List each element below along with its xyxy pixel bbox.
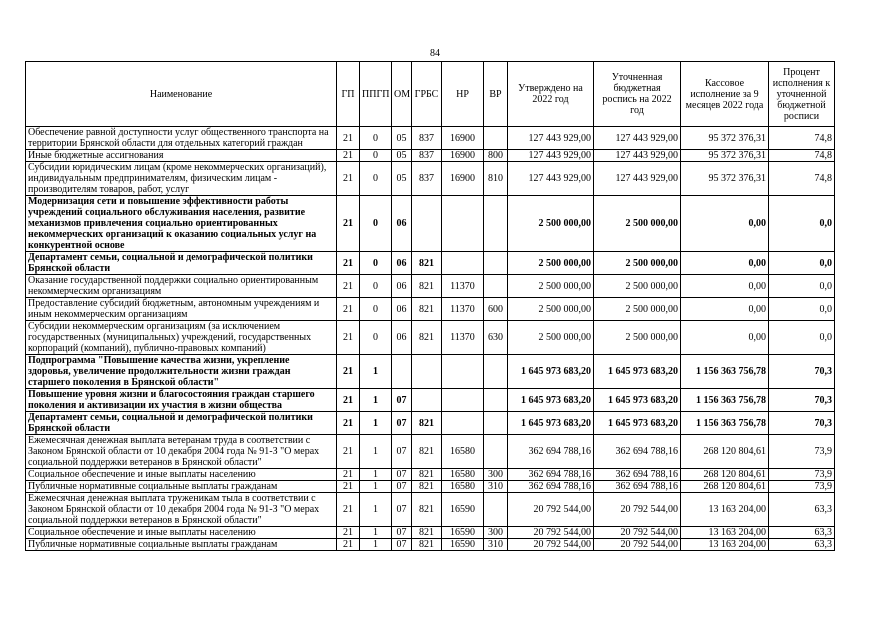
row-percent: 0,0 [769, 321, 835, 355]
table-row [26, 196, 835, 252]
row-name: Ежемесячная денежная выплата труженикам тыла в соответствии с Законом Брянской области от 10 декабря 2004 года № 91-З "О мерах социальной поддержки ветеранов в Брянской области" [26, 493, 337, 527]
table-row [26, 389, 835, 412]
row-om: 06 [392, 298, 412, 321]
row-gp: 21 [337, 355, 360, 389]
header-om: ОМ [392, 62, 412, 127]
table-row [26, 252, 835, 275]
row-revised: 127 443 929,00 [594, 162, 681, 196]
row-ppgp: 1 [360, 481, 392, 493]
row-grbs: 821 [412, 539, 442, 551]
row-revised: 362 694 788,16 [594, 481, 681, 493]
row-grbs [412, 196, 442, 252]
row-ppgp: 1 [360, 412, 392, 435]
table-row [26, 493, 835, 527]
table-row [26, 150, 835, 162]
row-ppgp: 1 [360, 389, 392, 412]
row-np: 16580 [442, 469, 484, 481]
row-ppgp: 0 [360, 196, 392, 252]
row-grbs: 821 [412, 493, 442, 527]
table-row [26, 527, 835, 539]
row-om: 07 [392, 435, 412, 469]
row-gp: 21 [337, 150, 360, 162]
row-name: Обеспечение равной доступности услуг общественного транспорта на территории Брянской области для отдельных категорий граждан [26, 127, 337, 150]
row-revised: 20 792 544,00 [594, 527, 681, 539]
row-np: 16580 [442, 481, 484, 493]
row-gp: 21 [337, 493, 360, 527]
row-percent: 74,8 [769, 162, 835, 196]
row-grbs [412, 389, 442, 412]
header-name: Наименование [26, 62, 337, 127]
row-ppgp: 0 [360, 162, 392, 196]
row-np: 16580 [442, 435, 484, 469]
table-row [26, 162, 835, 196]
row-percent: 70,3 [769, 412, 835, 435]
row-grbs: 821 [412, 469, 442, 481]
row-revised: 127 443 929,00 [594, 150, 681, 162]
row-cash: 0,00 [681, 252, 769, 275]
row-vr [484, 435, 508, 469]
row-name: Предоставление субсидий бюджетным, автономным учреждениям и иным некоммерческим организациям [26, 298, 337, 321]
row-cash: 13 163 204,00 [681, 493, 769, 527]
row-approved: 20 792 544,00 [508, 493, 594, 527]
table-row [26, 275, 835, 298]
row-gp: 21 [337, 275, 360, 298]
row-gp: 21 [337, 196, 360, 252]
row-approved: 20 792 544,00 [508, 539, 594, 551]
row-om: 07 [392, 412, 412, 435]
row-om: 07 [392, 527, 412, 539]
row-grbs: 821 [412, 275, 442, 298]
row-percent: 73,9 [769, 481, 835, 493]
table-row [26, 127, 835, 150]
row-grbs: 821 [412, 412, 442, 435]
row-np: 16900 [442, 150, 484, 162]
table-row [26, 481, 835, 493]
row-gp: 21 [337, 481, 360, 493]
row-vr [484, 252, 508, 275]
row-cash: 13 163 204,00 [681, 527, 769, 539]
row-om: 07 [392, 481, 412, 493]
row-om: 06 [392, 275, 412, 298]
row-cash: 1 156 363 756,78 [681, 355, 769, 389]
row-revised: 1 645 973 683,20 [594, 389, 681, 412]
row-np: 11370 [442, 298, 484, 321]
row-name: Субсидии некоммерческим организациям (за исключением государственных (муниципальных) учреждений, государственных корпораций (компаний), публично-правовых компаний) [26, 321, 337, 355]
row-grbs: 821 [412, 298, 442, 321]
row-revised: 2 500 000,00 [594, 321, 681, 355]
table-row [26, 539, 835, 551]
row-vr [484, 196, 508, 252]
row-grbs: 821 [412, 435, 442, 469]
row-name: Иные бюджетные ассигнования [26, 150, 337, 162]
row-percent: 70,3 [769, 389, 835, 412]
row-percent: 63,3 [769, 527, 835, 539]
row-gp: 21 [337, 321, 360, 355]
row-revised: 2 500 000,00 [594, 298, 681, 321]
row-revised: 20 792 544,00 [594, 493, 681, 527]
row-gp: 21 [337, 435, 360, 469]
row-percent: 63,3 [769, 493, 835, 527]
row-percent: 63,3 [769, 539, 835, 551]
row-ppgp: 1 [360, 355, 392, 389]
header-approved: Утверждено на 2022 год [508, 62, 594, 127]
row-name: Подпрограмма "Повышение качества жизни, укрепление здоровья, увеличение продолжительности жизни граждан старшего поколения в Брянской области" [26, 355, 337, 389]
row-name: Публичные нормативные социальные выплаты гражданам [26, 539, 337, 551]
row-np [442, 196, 484, 252]
row-np: 11370 [442, 275, 484, 298]
row-vr [484, 493, 508, 527]
row-ppgp: 1 [360, 435, 392, 469]
row-percent: 74,8 [769, 150, 835, 162]
row-cash: 0,00 [681, 298, 769, 321]
row-vr: 810 [484, 162, 508, 196]
row-ppgp: 0 [360, 150, 392, 162]
row-vr [484, 412, 508, 435]
table-row [26, 298, 835, 321]
row-vr: 300 [484, 527, 508, 539]
row-ppgp: 0 [360, 252, 392, 275]
row-approved: 1 645 973 683,20 [508, 389, 594, 412]
row-name: Субсидии юридическим лицам (кроме некоммерческих организаций), индивидуальным предпринимателям, физическим лицам - производителям товаров, работ, услуг [26, 162, 337, 196]
table-body [26, 127, 835, 551]
row-cash: 268 120 804,61 [681, 481, 769, 493]
row-revised: 2 500 000,00 [594, 275, 681, 298]
header-revised: Уточненная бюджетная роспись на 2022 год [594, 62, 681, 127]
row-percent: 0,0 [769, 298, 835, 321]
row-percent: 0,0 [769, 275, 835, 298]
row-vr: 800 [484, 150, 508, 162]
row-percent: 70,3 [769, 355, 835, 389]
row-np: 16590 [442, 493, 484, 527]
header-vr: ВР [484, 62, 508, 127]
row-om: 06 [392, 252, 412, 275]
row-approved: 2 500 000,00 [508, 252, 594, 275]
budget-table [25, 61, 835, 551]
row-approved: 362 694 788,16 [508, 435, 594, 469]
row-name: Модернизация сети и повышение эффективности работы учреждений социального обслуживания населения, развитие механизмов привлечения социально ориентированных некоммерческих организаций к оказанию социальных услуг на конкурентной основе [26, 196, 337, 252]
row-percent: 0,0 [769, 196, 835, 252]
row-grbs: 821 [412, 527, 442, 539]
table-row [26, 355, 835, 389]
row-np: 11370 [442, 321, 484, 355]
row-approved: 127 443 929,00 [508, 162, 594, 196]
row-np [442, 412, 484, 435]
row-name: Оказание государственной поддержки социально ориентированным некоммерческим организациям [26, 275, 337, 298]
row-vr [484, 275, 508, 298]
header-np: НР [442, 62, 484, 127]
header-grbs: ГРБС [412, 62, 442, 127]
row-approved: 2 500 000,00 [508, 196, 594, 252]
row-grbs: 837 [412, 162, 442, 196]
row-gp: 21 [337, 389, 360, 412]
row-percent: 0,0 [769, 252, 835, 275]
row-gp: 21 [337, 527, 360, 539]
row-om: 07 [392, 493, 412, 527]
row-ppgp: 0 [360, 275, 392, 298]
row-om: 06 [392, 196, 412, 252]
row-om: 05 [392, 127, 412, 150]
row-gp: 21 [337, 127, 360, 150]
row-percent: 73,9 [769, 469, 835, 481]
row-cash: 268 120 804,61 [681, 469, 769, 481]
row-name: Повышение уровня жизни и благосостояния граждан старшего поколения и активизации их участия в жизни общества [26, 389, 337, 412]
row-np: 16590 [442, 539, 484, 551]
row-cash: 268 120 804,61 [681, 435, 769, 469]
row-grbs: 837 [412, 127, 442, 150]
row-np: 16900 [442, 127, 484, 150]
row-name: Ежемесячная денежная выплата ветеранам труда в соответствии с Законом Брянской области от 10 декабря 2004 года № 91-З "О мерах социальной поддержки ветеранов в Брянской области" [26, 435, 337, 469]
row-revised: 1 645 973 683,20 [594, 412, 681, 435]
row-ppgp: 1 [360, 493, 392, 527]
row-name: Департамент семьи, социальной и демографической политики Брянской области [26, 252, 337, 275]
row-approved: 20 792 544,00 [508, 527, 594, 539]
header-gp: ГП [337, 62, 360, 127]
row-vr [484, 127, 508, 150]
row-np: 16590 [442, 527, 484, 539]
row-revised: 127 443 929,00 [594, 127, 681, 150]
table-row [26, 412, 835, 435]
row-np [442, 355, 484, 389]
table-row [26, 321, 835, 355]
row-approved: 127 443 929,00 [508, 127, 594, 150]
row-grbs: 821 [412, 252, 442, 275]
row-ppgp: 0 [360, 298, 392, 321]
row-np [442, 252, 484, 275]
row-ppgp: 1 [360, 539, 392, 551]
row-approved: 1 645 973 683,20 [508, 412, 594, 435]
row-approved: 362 694 788,16 [508, 469, 594, 481]
row-cash: 1 156 363 756,78 [681, 389, 769, 412]
row-om: 05 [392, 150, 412, 162]
row-revised: 1 645 973 683,20 [594, 355, 681, 389]
table-row [26, 435, 835, 469]
row-vr: 310 [484, 481, 508, 493]
row-percent: 73,9 [769, 435, 835, 469]
row-om [392, 355, 412, 389]
row-np [442, 389, 484, 412]
row-grbs: 837 [412, 150, 442, 162]
row-approved: 1 645 973 683,20 [508, 355, 594, 389]
row-name: Департамент семьи, социальной и демографической политики Брянской области [26, 412, 337, 435]
row-vr: 300 [484, 469, 508, 481]
table-row [26, 469, 835, 481]
row-revised: 362 694 788,16 [594, 435, 681, 469]
page-number: 84 [430, 48, 440, 59]
header-ppgp: ППГП [360, 62, 392, 127]
row-om: 05 [392, 162, 412, 196]
row-ppgp: 1 [360, 527, 392, 539]
row-name: Социальное обеспечение и иные выплаты населению [26, 469, 337, 481]
row-om: 07 [392, 539, 412, 551]
row-revised: 362 694 788,16 [594, 469, 681, 481]
row-cash: 13 163 204,00 [681, 539, 769, 551]
row-name: Социальное обеспечение и иные выплаты населению [26, 527, 337, 539]
row-vr [484, 389, 508, 412]
row-vr: 600 [484, 298, 508, 321]
row-cash: 0,00 [681, 321, 769, 355]
row-cash: 95 372 376,31 [681, 127, 769, 150]
row-grbs: 821 [412, 321, 442, 355]
row-revised: 2 500 000,00 [594, 196, 681, 252]
row-vr: 630 [484, 321, 508, 355]
row-cash: 1 156 363 756,78 [681, 412, 769, 435]
row-approved: 362 694 788,16 [508, 481, 594, 493]
row-vr [484, 355, 508, 389]
row-approved: 2 500 000,00 [508, 298, 594, 321]
row-approved: 2 500 000,00 [508, 321, 594, 355]
row-cash: 0,00 [681, 196, 769, 252]
row-vr: 310 [484, 539, 508, 551]
row-revised: 2 500 000,00 [594, 252, 681, 275]
row-om: 07 [392, 469, 412, 481]
row-name: Публичные нормативные социальные выплаты гражданам [26, 481, 337, 493]
row-ppgp: 1 [360, 469, 392, 481]
row-cash: 95 372 376,31 [681, 162, 769, 196]
row-gp: 21 [337, 412, 360, 435]
row-grbs [412, 355, 442, 389]
row-cash: 0,00 [681, 275, 769, 298]
row-approved: 2 500 000,00 [508, 275, 594, 298]
row-gp: 21 [337, 162, 360, 196]
row-gp: 21 [337, 252, 360, 275]
row-approved: 127 443 929,00 [508, 150, 594, 162]
row-ppgp: 0 [360, 127, 392, 150]
row-gp: 21 [337, 469, 360, 481]
row-gp: 21 [337, 298, 360, 321]
header-percent: Процент исполнения к уточненной бюджетной росписи [769, 62, 835, 127]
header-cash: Кассовое исполнение за 9 месяцев 2022 года [681, 62, 769, 127]
row-om: 07 [392, 389, 412, 412]
row-gp: 21 [337, 539, 360, 551]
row-percent: 74,8 [769, 127, 835, 150]
row-om: 06 [392, 321, 412, 355]
row-cash: 95 372 376,31 [681, 150, 769, 162]
row-np: 16900 [442, 162, 484, 196]
row-grbs: 821 [412, 481, 442, 493]
row-ppgp: 0 [360, 321, 392, 355]
table-header-row [26, 62, 835, 127]
row-revised: 20 792 544,00 [594, 539, 681, 551]
